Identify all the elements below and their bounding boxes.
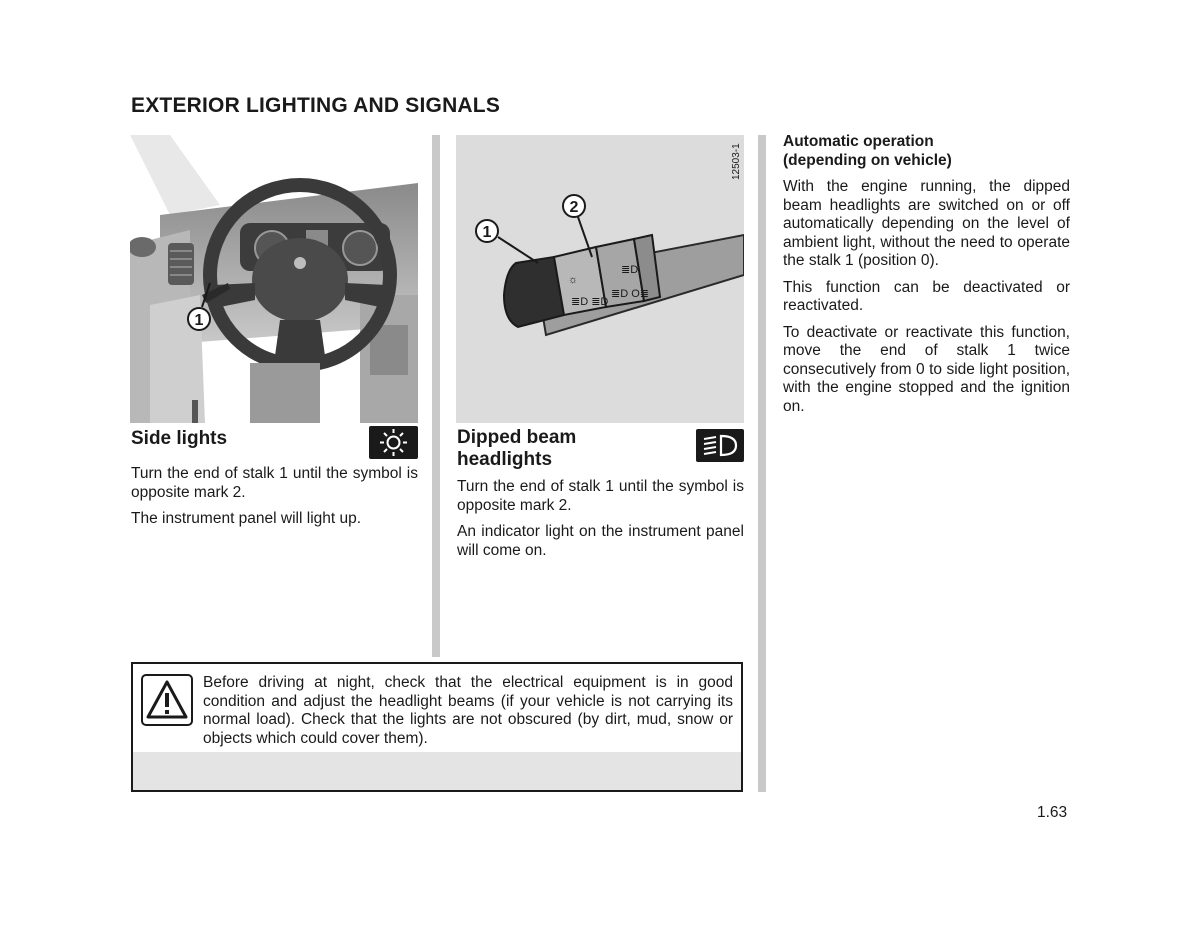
dipped-beam-icon bbox=[696, 429, 744, 462]
automatic-text bbox=[783, 178, 1070, 416]
callout-1: 1 bbox=[194, 312, 204, 329]
warning-box bbox=[131, 662, 743, 792]
paragraph: The instrument panel will light up. bbox=[131, 510, 362, 527]
side-lights-text bbox=[131, 465, 418, 537]
side-lights-heading: Side lights bbox=[131, 428, 228, 449]
side-lights-icon bbox=[369, 426, 418, 459]
column-separator bbox=[432, 135, 440, 657]
steering-wheel-figure bbox=[130, 135, 418, 423]
dipped-beam-text bbox=[457, 478, 744, 568]
heading-line: (depending on vehicle) bbox=[783, 151, 952, 169]
figure-code: 12503-1 bbox=[731, 143, 742, 180]
paragraph: To deactivate or reactivate this function, move the end of stalk 1 twice consecutively from 0 to side light position, with the engine stopped and the ignition on. bbox=[783, 323, 1070, 415]
paragraph: Turn the end of stalk 1 until the symbol is opposite mark 2. bbox=[131, 465, 418, 501]
paragraph: This function can be deactivated or reactivated. bbox=[783, 278, 1070, 314]
light-stalk-figure bbox=[456, 135, 744, 423]
page-number: 1.63 bbox=[1037, 804, 1068, 821]
svg-text:≣D ≣D: ≣D ≣D bbox=[571, 296, 609, 308]
warning-triangle-icon bbox=[141, 674, 193, 726]
svg-text:≣D O≣: ≣D O≣ bbox=[611, 288, 649, 300]
svg-text:≣D: ≣D bbox=[621, 264, 639, 276]
paragraph: An indicator light on the instrument panel will come on. bbox=[457, 523, 744, 559]
paragraph: With the engine running, the dipped beam headlights are switched on or off automatically depending on the level of ambient light, without the need to operate the stalk 1 (position 0). bbox=[783, 178, 1070, 269]
automatic-operation-section bbox=[783, 133, 1070, 424]
column-separator bbox=[758, 135, 766, 792]
callout-2: 2 bbox=[569, 199, 579, 216]
heading-line: Automatic operation bbox=[783, 133, 934, 150]
warning-text: Before driving at night, check that the electrical equipment is in good condition and adjust the headlight beams (if your vehicle is not carrying its normal load). Check that the lights are not obscured (by dirt, mud, snow or objects which could cover them). bbox=[203, 674, 733, 747]
svg-text:☼: ☼ bbox=[568, 274, 579, 286]
heading-line: Dipped beam bbox=[457, 427, 577, 448]
paragraph: Turn the end of stalk 1 until the symbol is opposite mark 2. bbox=[457, 478, 744, 514]
page-title: EXTERIOR LIGHTING AND SIGNALS bbox=[131, 94, 501, 117]
callout-1: 1 bbox=[482, 224, 492, 241]
heading-line: headlights bbox=[457, 449, 553, 470]
automatic-heading bbox=[783, 133, 1070, 170]
dipped-beam-heading bbox=[457, 427, 657, 471]
